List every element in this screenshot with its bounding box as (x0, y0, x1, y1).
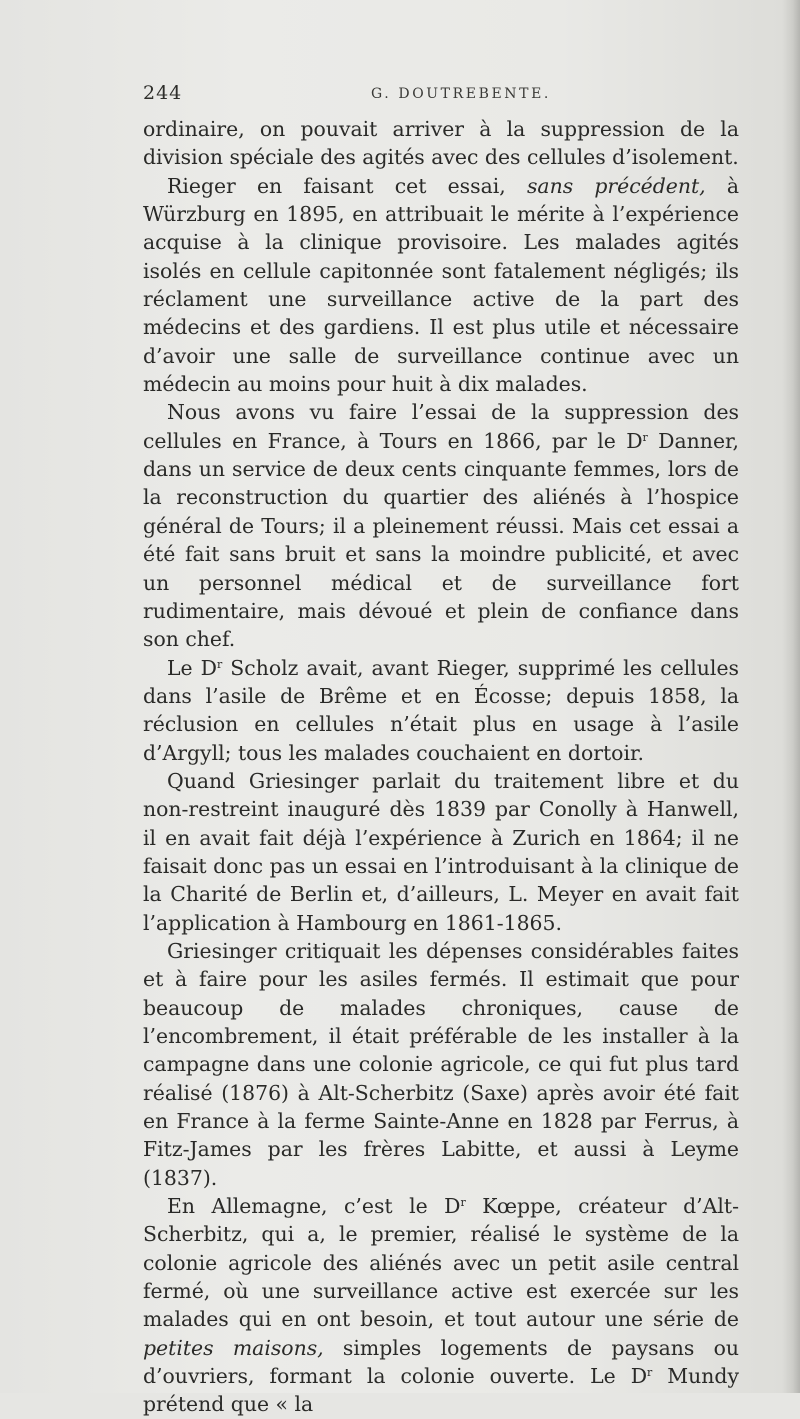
paragraph-4 (143, 654, 739, 767)
running-head: G. DOUTREBENTE. (371, 86, 551, 102)
paragraph-text: Le D (167, 655, 217, 680)
paragraph-1 (143, 115, 739, 172)
paragraph-text: Griesinger critiquait les dépenses considérables faites et à faire pour les asiles fermés. Il estimait que pour beaucoup de malades chroniques, cause de l’encombrement, il était préférable de les installer à la campagne dans une colonie agricole, ce qui fut plus tard réalisé (1876) à Alt-Scherbitz (Saxe) après avoir été fait en France à la ferme Sainte-Anne en 1828 par Ferrus, à Fitz-James par les frères Labitte, et aussi à Leyme (1837). (143, 938, 739, 1190)
paragraph-3 (143, 398, 739, 653)
body-text (143, 115, 739, 1419)
paragraph-5 (143, 767, 739, 937)
italic-phrase: petites maisons, (143, 1335, 324, 1360)
paragraph-text: à Würzburg en 1895, en attribuait le mérite à l’expérience acquise à la clinique provisoire. Les malades agités isolés en cellule capitonnée sont fatalement négligés; ils réclament une surveillance active de la part des médecins et des gardiens. Il est plus utile et nécessaire d’avoir une salle de surveillance continue avec un médecin au moins pour huit à dix malades. (143, 173, 739, 397)
paragraph-text: Nous avons vu faire l’essai de la suppression des cellules en France, à Tours en 1866, par le D (143, 400, 739, 453)
paragraph-7 (143, 1192, 739, 1419)
superscript: r (642, 430, 648, 444)
paragraph-6 (143, 937, 739, 1192)
superscript: r (217, 657, 223, 671)
paragraph-text: Rieger en faisant cet essai, (167, 173, 527, 198)
superscript: r (647, 1366, 653, 1380)
paragraph-text: Quand Griesinger parlait du traitement libre et du non-restreint inauguré dès 1839 par Conolly à Hanwell, il en avait fait déjà l’expérience à Zurich en 1864; il ne faisait donc pas un essai en l’introduisant à la clinique de la Charité de Berlin et, d’ailleurs, L. Meyer en avait fait l’application à Hambourg en 1861-1865. (143, 768, 739, 935)
paragraph-text: simples logements de paysans ou d’ouvriers, formant la colonie ouverte. Le D (143, 1335, 740, 1389)
page-edge-shadow (782, 0, 800, 1393)
paragraph-text: Scholz avait, avant Rieger, supprimé les cellules dans l’asile de Brême et en Écosse; depuis 1858, la réclusion en cellules n’était plus en usage à l’asile d’Argyll; tous les malades couchaient en dortoir. (143, 655, 739, 765)
paragraph-text: Kœppe, créateur d’Alt-Scherbitz, qui a, le premier, réalisé le système de la colonie agricole des aliénés avec un petit asile central fermé, où une surveillance active est exercée sur les malades qui en ont besoin, et tout autour une série de (143, 1194, 739, 1332)
page-header (143, 82, 743, 108)
paragraph-text: Mundy prétend que « la (143, 1364, 739, 1417)
page-number: 244 (143, 82, 183, 104)
paragraph-text: ordinaire, on pouvait arriver à la suppression de la division spéciale des agités avec des cellules d’isolement. (143, 117, 739, 170)
paragraph-2 (143, 172, 739, 399)
paragraph-text: En Allemagne, c’est le D (167, 1194, 461, 1219)
paragraph-text: Danner, dans un service de deux cents cinquante femmes, lors de la reconstruction du quartier des aliénés à l’hospice général de Tours; il a pleinement réussi. Mais cet essai a été fait sans bruit et sans la moindre publicité, et avec un personnel médical et de surveillance fort rudimentaire, mais dévoué et plein de confiance dans son chef. (143, 428, 739, 652)
superscript: r (460, 1196, 466, 1210)
italic-phrase: sans précédent, (526, 173, 706, 198)
